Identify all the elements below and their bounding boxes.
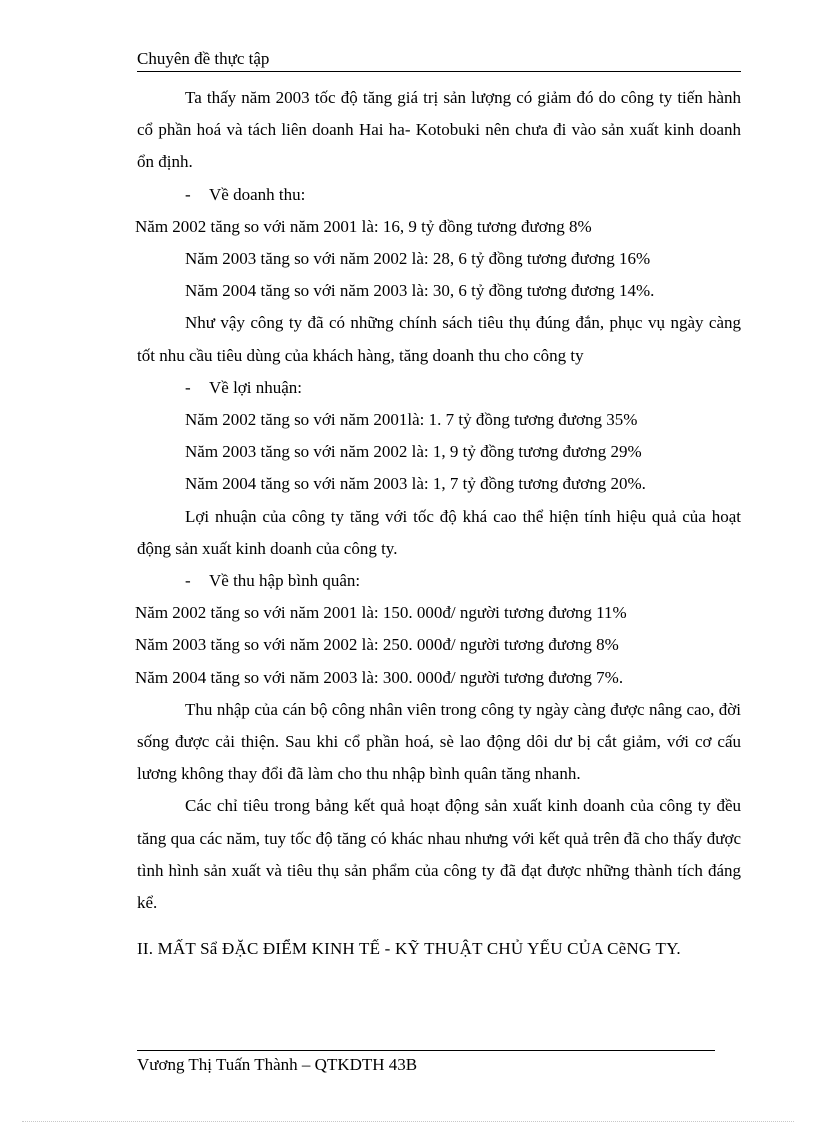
bullet-item-profit	[137, 372, 741, 404]
footer-divider	[137, 1050, 715, 1051]
section-heading: II. MẤT Sẩ ĐẶC ĐIỂM KINH TẾ - KỸ THUẬT CHỦ YẾU CỦA CẽNG TY.	[137, 939, 681, 959]
bullet-item-revenue	[137, 179, 741, 211]
footer-author: Vương Thị Tuấn Thành – QTKDTH 43B	[137, 1055, 418, 1074]
paragraph: Các chỉ tiêu trong bảng kết quả hoạt động sản xuất kinh doanh của công ty đều tăng qua các năm, tuy tốc độ tăng có khác nhau nhưng với kết quả trên đã cho thấy được tình hình sản xuất và tiêu thụ sản phẩm của công ty đã đạt được những thành tích đáng kể.	[137, 796, 741, 913]
stat-line: Năm 2002 tăng so với năm 2001 là: 16, 9 tỷ đồng tương đương 8%	[135, 216, 592, 236]
paragraph: Ta thấy năm 2003 tốc độ tăng giá trị sản lượng có giảm đó do công ty tiến hành cổ phần hoá và tách liên doanh Hai ha- Kotobuki nên chưa đi vào sản xuất kinh doanh ổn định.	[137, 88, 741, 172]
stat-line: Năm 2002 tăng so với năm 2001là: 1. 7 tỷ đồng tương đương 35%	[185, 410, 638, 430]
bullet-label: Về thu hập bình quân:	[209, 571, 361, 591]
bullet-label: Về lợi nhuận:	[209, 377, 303, 397]
document-body	[137, 82, 741, 965]
header-title: Chuyên đề thực tập	[137, 49, 270, 68]
stat-line: Năm 2004 tăng so với năm 2003 là: 1, 7 tỷ đồng tương đương 20%.	[185, 474, 646, 494]
stat-line: Năm 2004 tăng so với năm 2003 là: 300. 000đ/ người tương đương 7%.	[135, 667, 624, 687]
bullet-dash: -	[185, 377, 191, 397]
bullet-item-income	[137, 565, 741, 597]
bullet-dash: -	[185, 184, 191, 204]
page-footer	[137, 1054, 417, 1076]
stat-line: Năm 2004 tăng so với năm 2003 là: 30, 6 tỷ đồng tương đương 14%.	[185, 281, 655, 301]
paragraph: Lợi nhuận của công ty tăng với tốc độ khá cao thể hiện tính hiệu quả của hoạt động sản xuất kinh doanh của công ty.	[137, 506, 741, 558]
stat-line: Năm 2002 tăng so với năm 2001 là: 150. 000đ/ người tương đương 11%	[135, 603, 627, 623]
stat-line: Năm 2003 tăng so với năm 2002 là: 28, 6 tỷ đồng tương đương 16%	[185, 249, 651, 269]
page-header	[137, 48, 741, 72]
paragraph: Thu nhập của cán bộ công nhân viên trong công ty ngày càng được nâng cao, đời sống được cải thiện. Sau khi cổ phần hoá, sè lao động dôi dư bị cắt giảm, với cơ cấu lương không thay đổi đã làm cho thu nhập bình quân tăng nhanh.	[137, 699, 741, 784]
bullet-dash: -	[185, 571, 191, 591]
bullet-label: Về doanh thu:	[209, 184, 306, 204]
page-bottom-edge	[22, 1121, 794, 1122]
paragraph: Như vậy công ty đã có những chính sách tiêu thụ đúng đắn, phục vụ ngày càng tốt nhu cầu tiêu dùng của khách hàng, tăng doanh thu cho công ty	[137, 313, 741, 365]
stat-line: Năm 2003 tăng so với năm 2002 là: 250. 000đ/ người tương đương 8%	[135, 635, 619, 655]
stat-line: Năm 2003 tăng so với năm 2002 là: 1, 9 tỷ đồng tương đương 29%	[185, 442, 642, 462]
